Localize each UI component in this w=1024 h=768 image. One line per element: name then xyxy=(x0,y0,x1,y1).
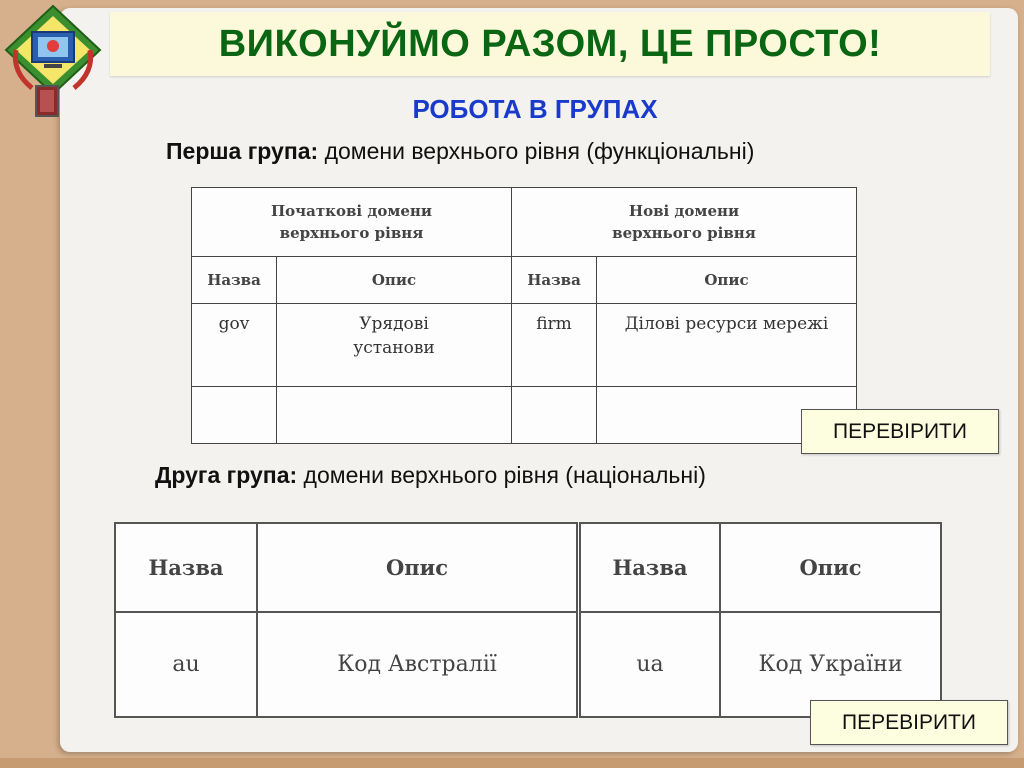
page-title: ВИКОНУЙМО РАЗОМ, ЦЕ ПРОСТО! xyxy=(218,22,882,65)
table1-head-left xyxy=(192,188,512,257)
table-cell xyxy=(277,304,512,387)
check-button-group2[interactable]: ПЕРЕВІРИТИ xyxy=(810,700,1008,745)
national-domains-table xyxy=(114,522,942,718)
table-cell: firm xyxy=(512,304,597,387)
school-emblem-icon xyxy=(2,2,104,120)
table1-head-right-line1: Нові домени xyxy=(628,202,740,220)
group1-heading xyxy=(166,138,754,165)
table-row[interactable] xyxy=(192,387,857,444)
section-subtitle: РОБОТА В ГРУПАХ xyxy=(412,94,658,124)
table1-col-name: Назва xyxy=(512,257,597,304)
table-cell: ua xyxy=(579,612,721,717)
title-bar xyxy=(110,12,990,76)
table-cell: au xyxy=(115,612,257,717)
table1-head-right xyxy=(512,188,857,257)
table1-col-description: Опис xyxy=(597,257,857,304)
bottom-strip xyxy=(0,758,1024,768)
table2-col-name: Назва xyxy=(115,523,257,612)
table2-col-description: Опис xyxy=(257,523,579,612)
group2-label: Друга група: xyxy=(155,462,298,488)
table2-col-description: Опис xyxy=(720,523,941,612)
table1-col-description: Опис xyxy=(277,257,512,304)
table1-head-left-line1: Початкові домени xyxy=(270,202,433,220)
group2-heading xyxy=(155,462,706,489)
table-cell: gov xyxy=(192,304,277,387)
table1-head-left-line2: верхнього рівня xyxy=(279,224,424,242)
group2-text: домени верхнього рівня (національні) xyxy=(297,462,706,488)
group1-label: Перша група: xyxy=(166,138,319,164)
table-row xyxy=(192,304,857,387)
table-cell: Код Австралії xyxy=(257,612,579,717)
check-button-group1[interactable]: ПЕРЕВІРИТИ xyxy=(801,409,999,454)
table-cell-empty[interactable] xyxy=(277,387,512,444)
table1-col-name: Назва xyxy=(192,257,277,304)
table-cell-empty[interactable] xyxy=(512,387,597,444)
functional-domains-table xyxy=(191,187,857,444)
group1-text: домени верхнього рівня (функціональні) xyxy=(318,138,755,164)
table-cell-text: Урядові установи xyxy=(353,314,435,358)
table2-col-name: Назва xyxy=(579,523,721,612)
table1-head-right-line2: верхнього рівня xyxy=(612,224,756,242)
table-cell-empty[interactable] xyxy=(192,387,277,444)
table-cell: Ділові ресурси мережі xyxy=(597,304,857,387)
table-cell: Код України xyxy=(720,612,941,717)
